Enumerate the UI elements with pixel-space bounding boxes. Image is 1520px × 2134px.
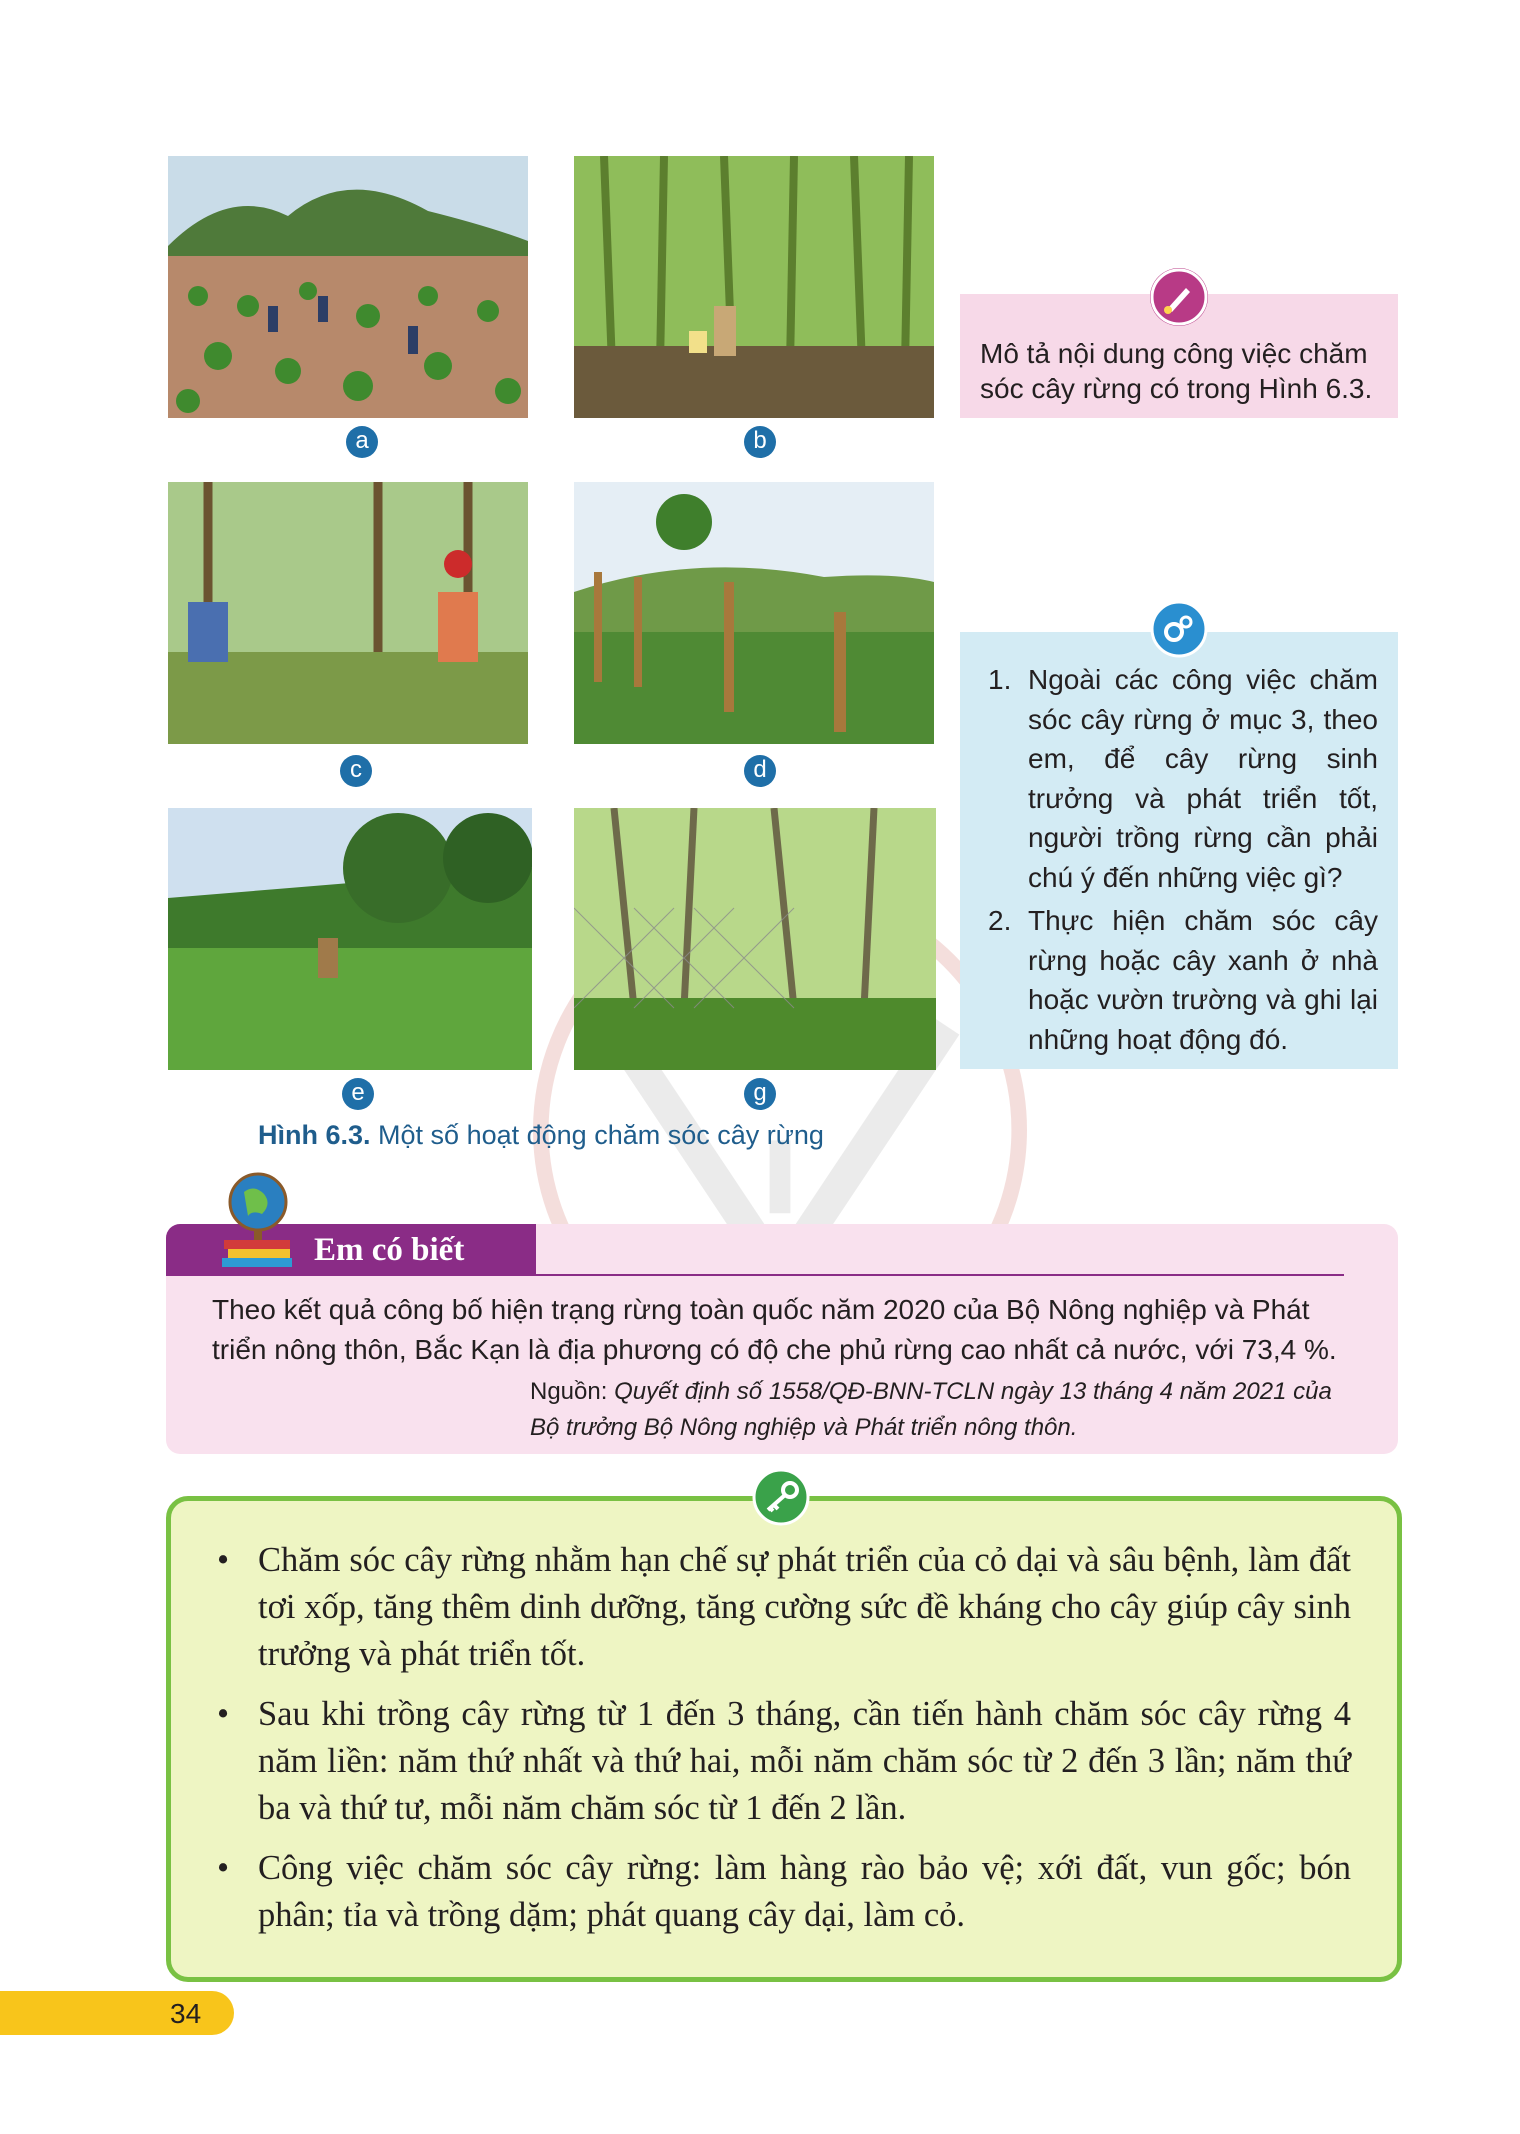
photo-e-label: e — [342, 1078, 374, 1110]
did-you-know-text: Theo kết quả công bố hiện trạng rừng toàn quốc năm 2020 của Bộ Nông nghiệp và Phát triển nông thôn, Bắc Kạn là địa phương có độ che phủ rừng cao nhất cả nước, với 73,4 %. — [212, 1294, 1337, 1365]
did-you-know-source — [530, 1374, 1350, 1446]
summary-item — [211, 1537, 1351, 1678]
figure-caption-number: Hình 6.3. — [258, 1120, 371, 1150]
brush-icon — [1150, 268, 1208, 326]
practice-task-item — [988, 660, 1378, 897]
summary-item-text: Chăm sóc cây rừng nhằm hạn chế sự phát triển của cỏ dại và sâu bệnh, làm đất tơi xốp, tăng thêm dinh dưỡng, tăng cường sức đề kháng cho cây giúp cây sinh trưởng và phát triển tốt. — [258, 1541, 1351, 1673]
summary-item — [211, 1845, 1351, 1939]
photo-b-bamboo-forest — [574, 156, 934, 418]
photo-b-label: b — [744, 426, 776, 458]
page-number-tab — [0, 1991, 234, 2035]
photo-a-label: a — [346, 426, 378, 458]
source-text: Quyết định số 1558/QĐ-BNN-TCLN ngày 13 tháng 4 năm 2021 của Bộ trưởng Bộ Nông nghiệp và Phát triển nông thôn. — [530, 1378, 1332, 1441]
summary-item — [211, 1691, 1351, 1832]
figure-caption-text: Một số hoạt động chăm sóc cây rừng — [378, 1120, 824, 1150]
photo-a-planting-hillside — [168, 156, 528, 418]
bullet: • — [217, 1849, 230, 1887]
photo-d-fence — [574, 482, 934, 744]
photo-g-protective-fence — [574, 808, 936, 1070]
summary-list — [211, 1537, 1351, 1952]
summary-box — [166, 1496, 1402, 1982]
practice-task-text: Thực hiện chăm sóc cây rừng hoặc cây xanh ở nhà hoặc vườn trường và ghi lại những hoạt động đó. — [1028, 905, 1378, 1055]
photo-e-clearing — [168, 808, 532, 1070]
summary-item-text: Công việc chăm sóc cây rừng: làm hàng rào bảo vệ; xới đất, vun gốc; bón phân; tỉa và trồng dặm; phát quang cây dại, làm cỏ. — [258, 1849, 1351, 1934]
page-number: 34 — [170, 1998, 202, 2029]
practice-task-text: Ngoài các công việc chăm sóc cây rừng ở mục 3, theo em, để cây rừng sinh trưởng và phát triển tốt, người trồng rừng cần phải chú ý đến những việc gì? — [1028, 664, 1378, 893]
practice-task-item — [988, 901, 1378, 1059]
gears-icon — [1150, 600, 1208, 658]
key-icon — [752, 1468, 810, 1526]
practice-task-number: 2. — [988, 905, 1012, 936]
describe-task-text: Mô tả nội dung công việc chăm sóc cây rừng có trong Hình 6.3. — [980, 338, 1373, 404]
practice-task-number: 1. — [988, 664, 1012, 695]
did-you-know-divider — [536, 1274, 1344, 1276]
summary-item-text: Sau khi trồng cây rừng từ 1 đến 3 tháng, cần tiến hành chăm sóc cây rừng 4 năm liền: năm thứ nhất và thứ hai, mỗi năm chăm sóc từ 2 đến 3 lần; năm thứ ba và thứ tư, mỗi năm chăm sóc từ 1 đến 2 lần. — [258, 1695, 1351, 1827]
photo-g-label: g — [744, 1078, 776, 1110]
practice-task-box — [960, 632, 1398, 1069]
source-label: Nguồn: — [530, 1378, 608, 1405]
figure-caption — [258, 1120, 824, 1151]
bullet: • — [217, 1695, 230, 1733]
photo-c-weeding — [168, 482, 528, 744]
photo-c-label: c — [340, 755, 372, 787]
photo-d-label: d — [744, 755, 776, 787]
globe-books-icon — [214, 1164, 294, 1268]
practice-task-list — [988, 660, 1378, 1063]
did-you-know-title: Em có biết — [314, 1232, 465, 1268]
bullet: • — [217, 1541, 230, 1579]
